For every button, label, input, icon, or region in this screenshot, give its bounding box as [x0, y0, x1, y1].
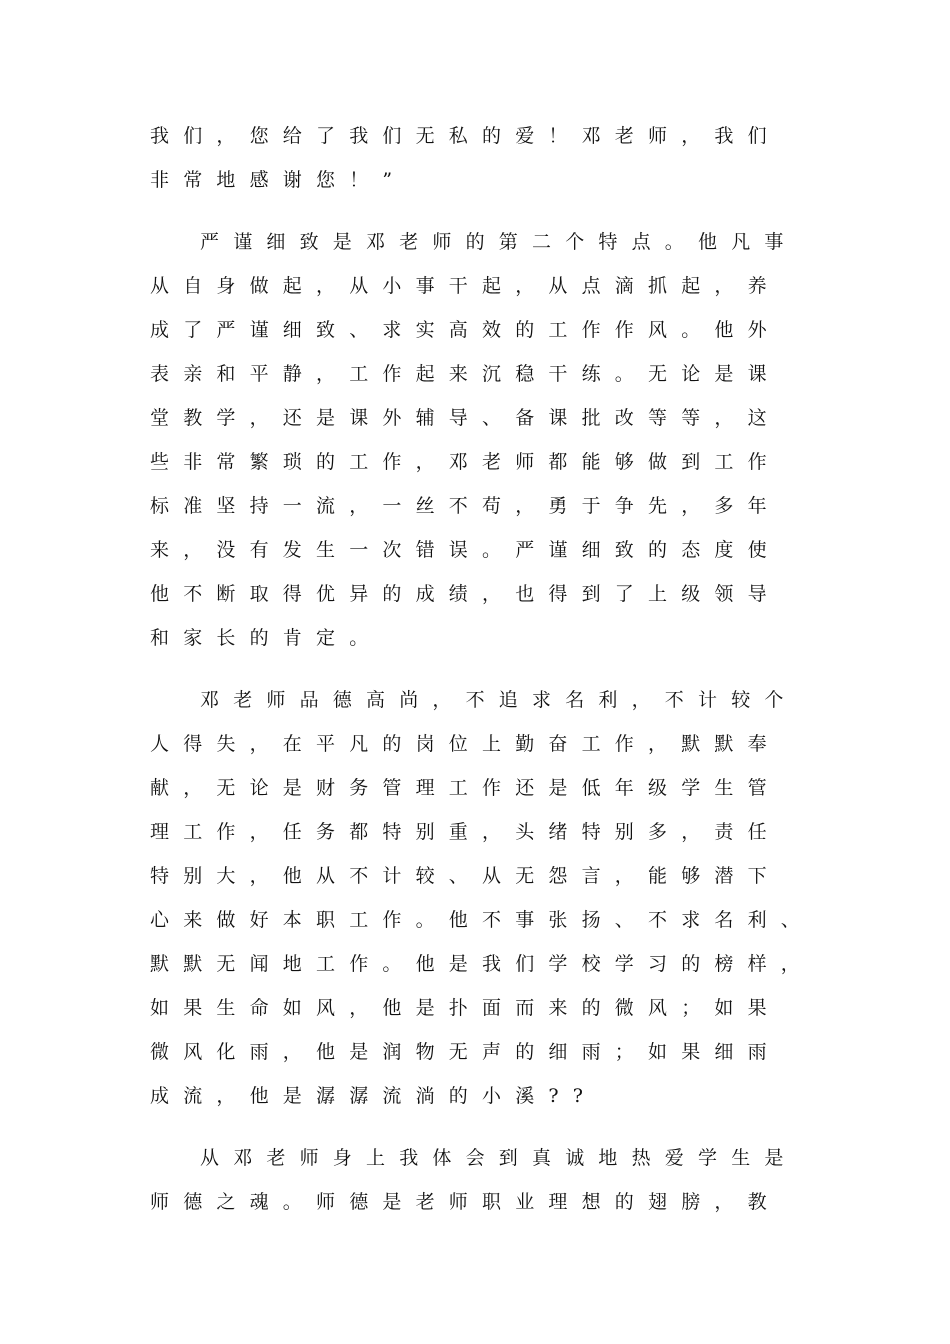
text-line: 师德之魂。师德是老师职业理想的翅膀，教 — [150, 1191, 781, 1213]
text-line: 从邓老师身上我体会到真诚地热爱学生是 — [200, 1147, 798, 1169]
text-line: 人得失，在平凡的岗位上勤奋工作，默默奉 — [150, 733, 781, 755]
text-line: 非常地感谢您！” — [150, 169, 407, 191]
text-line: 和家长的肯定。 — [150, 627, 383, 649]
text-line: 如果生命如风，他是扑面而来的微风；如果 — [150, 997, 781, 1019]
text-line: 特别大，他从不计较、从无怨言，能够潜下 — [150, 865, 781, 887]
text-line: 从自身做起，从小事干起，从点滴抓起，养 — [150, 275, 781, 297]
text-line: 成了严谨细致、求实高效的工作作风。他外 — [150, 319, 781, 341]
text-line: 我们，您给了我们无私的爱！邓老师，我们 — [150, 125, 781, 147]
text-line: 来，没有发生一次错误。严谨细致的态度使 — [150, 539, 781, 561]
text-line: 微风化雨，他是润物无声的细雨；如果细雨 — [150, 1041, 781, 1063]
text-line: 邓老师品德高尚，不追求名利，不计较个 — [200, 689, 798, 711]
text-line: 严谨细致是邓老师的第二个特点。他凡事 — [200, 231, 798, 253]
text-line: 理工作，任务都特别重，头绪特别多，责任 — [150, 821, 781, 843]
text-line: 些非常繁琐的工作，邓老师都能够做到工作 — [150, 451, 781, 473]
text-line: 标准坚持一流，一丝不苟，勇于争先，多年 — [150, 495, 781, 517]
text-line: 献，无论是财务管理工作还是低年级学生管 — [150, 777, 781, 799]
text-line: 表亲和平静，工作起来沉稳干练。无论是课 — [150, 363, 781, 385]
text-line: 成流，他是潺潺流淌的小溪?? — [150, 1085, 598, 1107]
text-line: 默默无闻地工作。他是我们学校学习的榜样， — [150, 953, 815, 975]
text-line: 他不断取得优异的成绩，也得到了上级领导 — [150, 583, 781, 605]
text-line: 堂教学，还是课外辅导、备课批改等等，这 — [150, 407, 781, 429]
text-line: 心来做好本职工作。他不事张扬、不求名利、 — [150, 909, 815, 931]
